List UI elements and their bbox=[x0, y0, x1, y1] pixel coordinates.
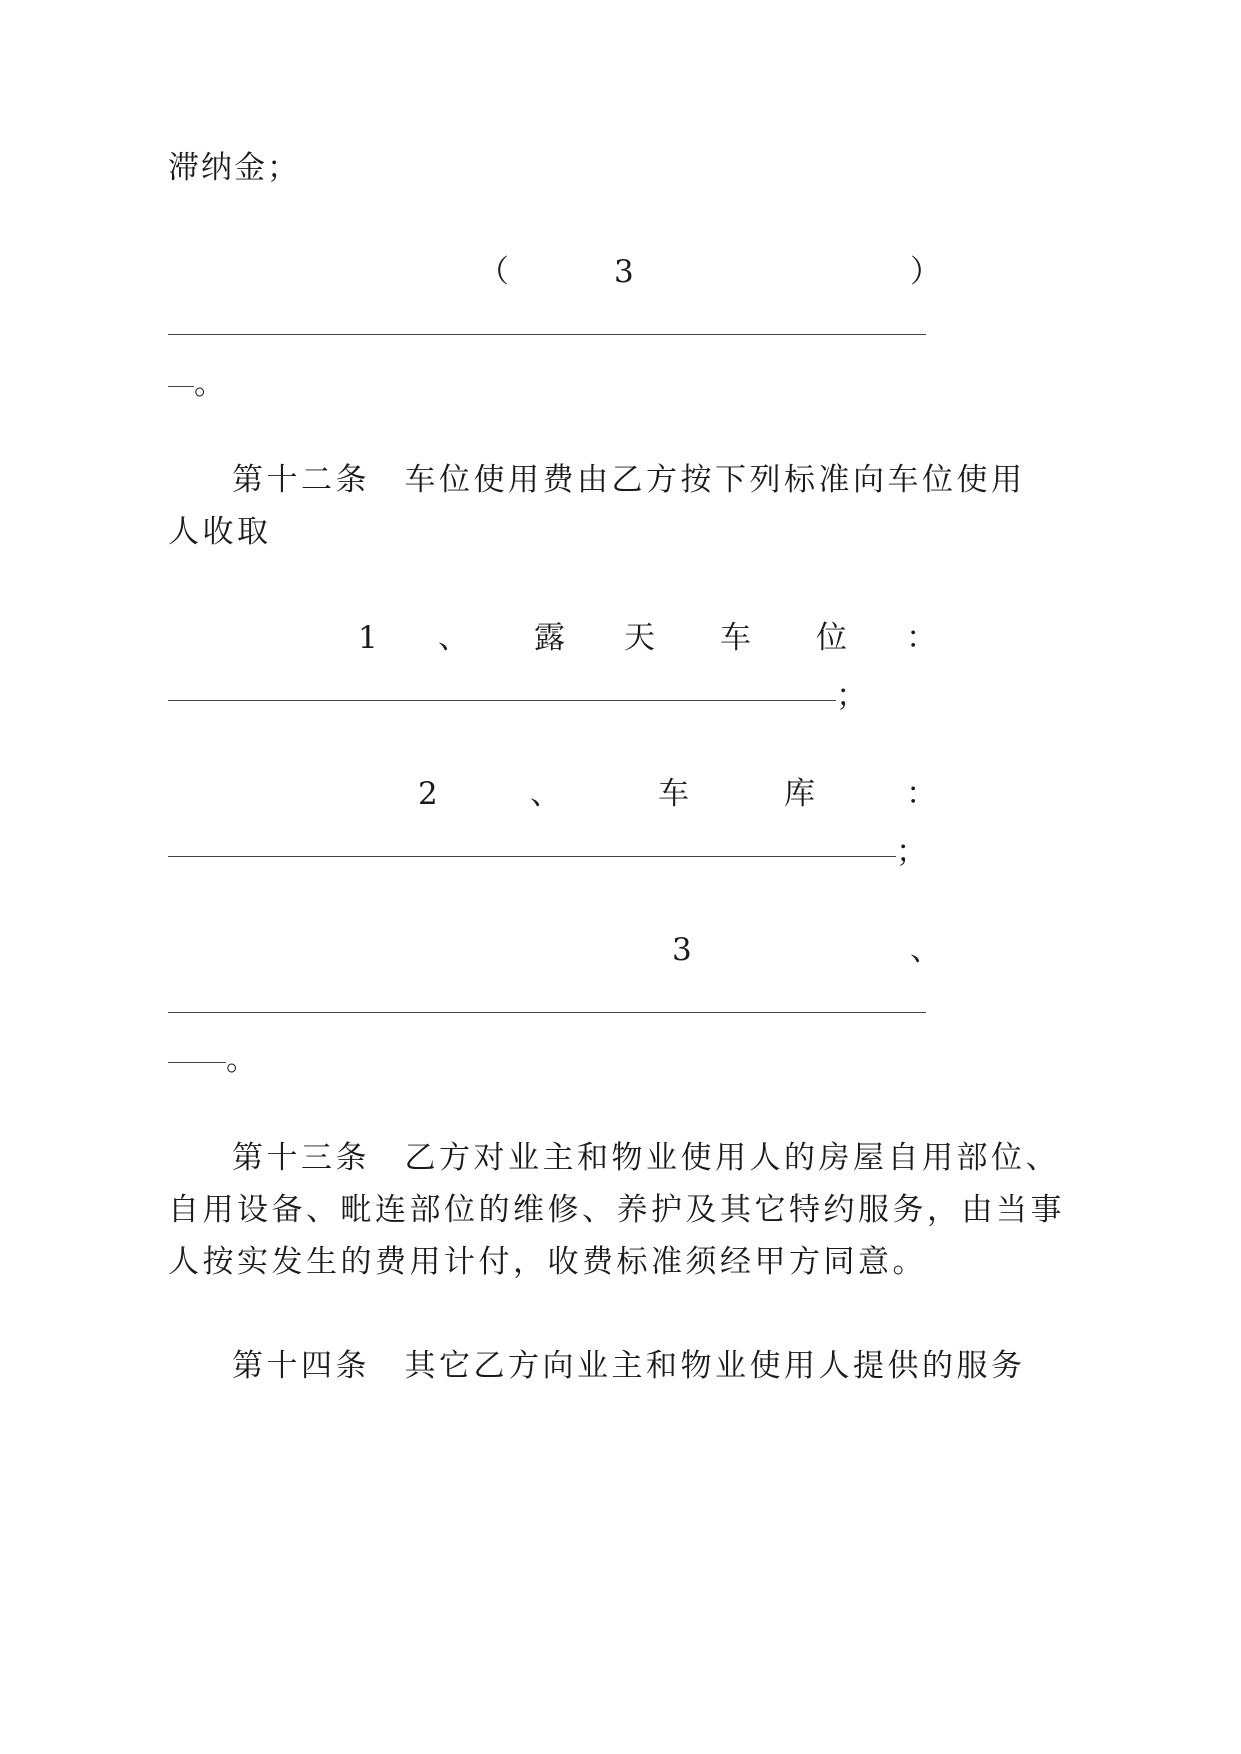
item-number: 3 bbox=[614, 254, 634, 290]
item-3-end: 。 bbox=[226, 1042, 257, 1078]
paren-open: （ bbox=[478, 254, 509, 290]
blank-line bbox=[168, 1062, 226, 1063]
article-13-line2: 自用设备、毗连部位的维修、养护及其它特约服务，由当事 bbox=[168, 1192, 1065, 1228]
item-1-number: 1 bbox=[358, 620, 378, 656]
item-1-char: 天 bbox=[624, 620, 655, 656]
item-1-char: 车 bbox=[720, 620, 751, 656]
article-12-line1: 第十二条 车位使用费由乙方按下列标准向车位使用 bbox=[232, 462, 1026, 498]
article-14-line1: 第十四条 其它乙方向业主和物业使用人提供的服务 bbox=[232, 1348, 1026, 1384]
blank-line bbox=[168, 334, 926, 335]
blank-line bbox=[168, 386, 194, 387]
article-12-line2: 人收取 bbox=[168, 514, 272, 550]
item-1-char: 位 bbox=[816, 620, 847, 656]
blank-line bbox=[168, 856, 896, 857]
blank-line bbox=[168, 1012, 926, 1013]
item-2-char: 车 bbox=[658, 776, 689, 812]
item-1-char: 露 bbox=[534, 620, 565, 656]
article-13-line3: 人按实发生的费用计付，收费标准须经甲方同意。 bbox=[168, 1244, 927, 1280]
text-line: 滞纳金； bbox=[168, 150, 300, 186]
item-1-end: ； bbox=[836, 678, 867, 714]
item-1-colon: ： bbox=[906, 620, 937, 656]
item-1-sep: 、 bbox=[438, 620, 469, 656]
period: 。 bbox=[194, 366, 225, 402]
item-2-colon: ： bbox=[906, 776, 937, 812]
item-3-number: 3 bbox=[672, 932, 692, 968]
item-2-char: 库 bbox=[784, 776, 815, 812]
paren-close: ） bbox=[910, 254, 941, 290]
item-2-sep: 、 bbox=[530, 776, 561, 812]
blank-line bbox=[168, 700, 836, 701]
item-2-end: ； bbox=[896, 834, 927, 870]
article-13-line1: 第十三条 乙方对业主和物业使用人的房屋自用部位、 bbox=[232, 1140, 1060, 1176]
item-2-number: 2 bbox=[418, 776, 438, 812]
item-3-sep: 、 bbox=[910, 932, 941, 968]
